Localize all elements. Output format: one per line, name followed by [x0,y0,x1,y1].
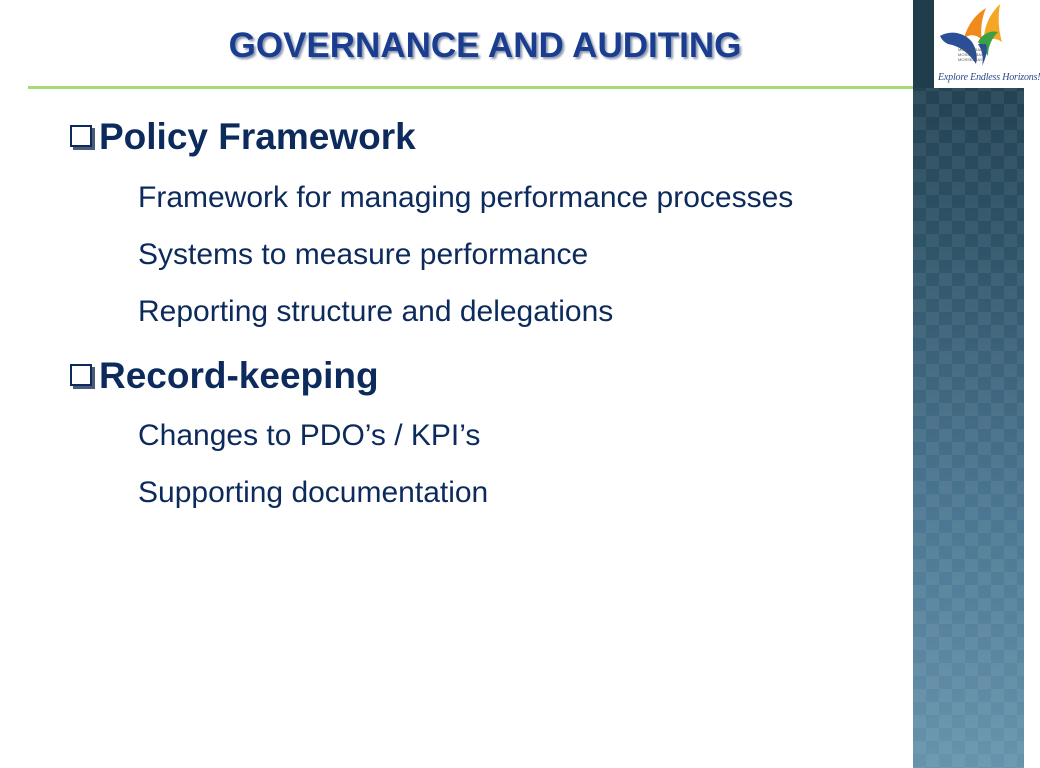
logo-line-2: MOSSEL BAY [958,52,984,57]
checkbox-bullet-icon [70,364,92,386]
section-heading-policy-framework [70,116,416,158]
slide-title: GOVERNANCE AND AUDITING [228,26,742,65]
section-heading-record-keeping [70,355,379,397]
logo-slogan: Explore Endless Horizons! [938,72,1040,83]
list-item: Framework for managing performance processes [138,181,794,214]
logo-line-3: MOSSELBAYI [958,57,984,62]
title-divider [28,86,913,89]
list-item: Reporting structure and delegations [138,295,614,328]
list-item: Changes to PDO’s / KPI’s [138,419,481,452]
section-heading-text: Policy Framework [99,116,416,157]
sidebar-decoration [913,0,1040,768]
checkbox-bullet-icon [70,125,92,147]
list-item: Systems to measure performance [138,238,589,271]
section-heading-text: Record-keeping [99,355,379,396]
logo-line-1: MOSSELBAAI [958,47,984,52]
list-item: Supporting documentation [138,476,489,509]
